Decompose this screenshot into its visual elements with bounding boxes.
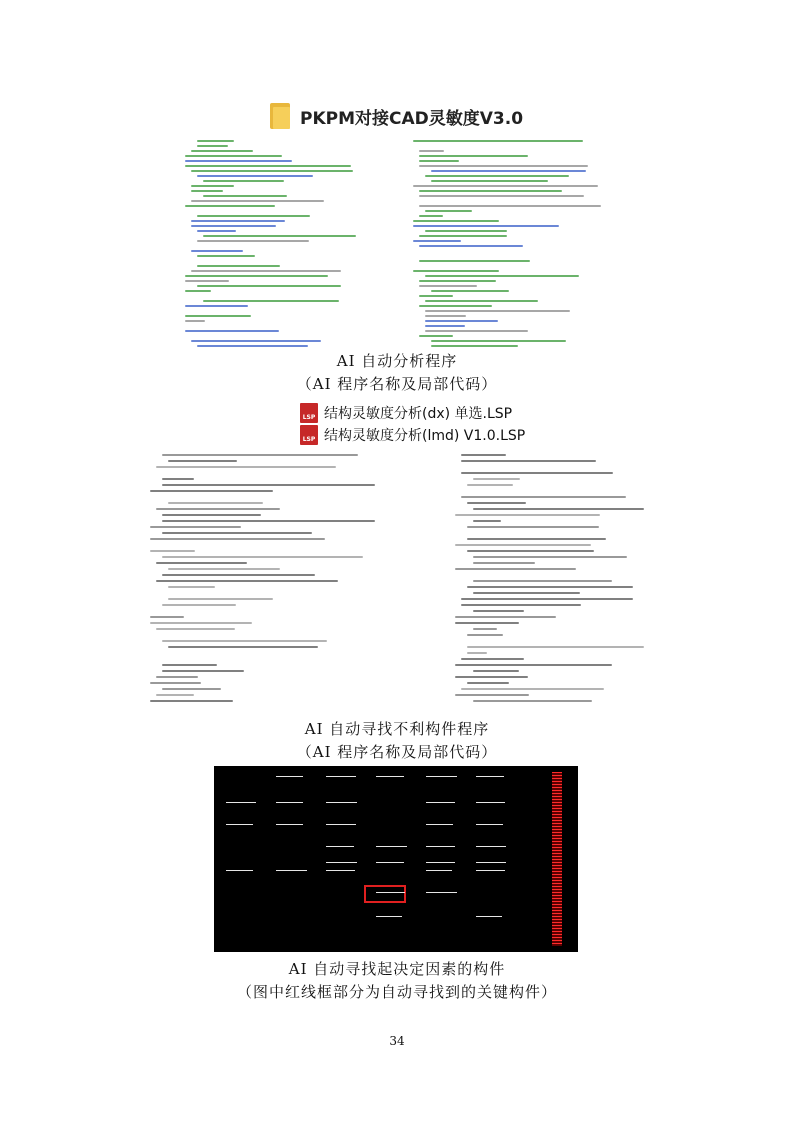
code-line	[467, 526, 599, 528]
code-line	[185, 280, 229, 282]
code-line	[455, 514, 600, 516]
cad-beam-line	[376, 916, 402, 917]
code-line	[461, 460, 596, 462]
code-line	[467, 550, 594, 552]
code-line	[431, 340, 566, 342]
code-line	[162, 688, 221, 690]
cad-beam-line	[276, 802, 303, 803]
cad-beam-line	[226, 824, 253, 825]
code-line	[425, 320, 498, 322]
code-line	[191, 190, 223, 192]
code-line	[425, 175, 569, 177]
cad-beam-line	[426, 802, 455, 803]
code-line	[156, 694, 194, 696]
folder-icon	[270, 103, 290, 129]
code-line	[425, 230, 507, 232]
code-line	[467, 682, 509, 684]
code-line	[156, 628, 235, 630]
code-line	[168, 460, 237, 462]
figure3-caption-title: AI 自动寻找起决定因素的构件	[288, 960, 506, 978]
code-line	[150, 622, 252, 624]
code-line	[419, 205, 601, 207]
cad-beam-line	[276, 824, 303, 825]
code-line	[431, 180, 548, 182]
code-line	[413, 220, 499, 222]
code-line	[150, 616, 184, 618]
code-line	[467, 634, 503, 636]
code-line	[419, 215, 443, 217]
code-line	[191, 170, 353, 172]
cad-beam-line	[326, 776, 356, 777]
code-line	[197, 230, 236, 232]
lsp-file-dx[interactable]	[300, 403, 512, 423]
cad-beam-line	[326, 846, 354, 847]
code-line	[461, 604, 581, 606]
code-line	[461, 472, 613, 474]
code-line	[162, 514, 261, 516]
code-line	[185, 330, 279, 332]
cad-beam-line	[476, 862, 506, 863]
cad-beam-line	[426, 870, 452, 871]
code-line	[197, 240, 309, 242]
code-line	[473, 592, 580, 594]
code-line	[185, 290, 211, 292]
code-line	[425, 325, 465, 327]
code-line	[473, 628, 497, 630]
code-line	[413, 270, 499, 272]
code-line	[473, 508, 644, 510]
cad-beam-line	[226, 802, 256, 803]
lsp-file-name: 结构灵敏度分析(dx) 单选.LSP	[324, 406, 513, 422]
figure2-caption-title: AI 自动寻找不利构件程序	[304, 720, 490, 738]
cad-beam-line	[276, 776, 303, 777]
code-line	[419, 165, 588, 167]
code-line	[191, 150, 253, 152]
code-line	[197, 285, 341, 287]
code-line	[150, 538, 325, 540]
code-line	[455, 568, 576, 570]
code-line	[419, 280, 496, 282]
code-line	[197, 265, 280, 267]
cad-beam-line	[426, 892, 457, 893]
figure3-caption-subtitle: （图中红线框部分为自动寻找到的关键构件）	[236, 983, 557, 1001]
code-line	[191, 340, 321, 342]
code-line	[431, 290, 509, 292]
code-screenshot-ai-analysis	[185, 138, 605, 348]
folder-name: PKPM对接CAD灵敏度V3.0	[300, 108, 524, 129]
code-line	[156, 508, 280, 510]
code-line	[461, 688, 604, 690]
folder-entry[interactable]	[270, 100, 523, 132]
code-line	[461, 454, 506, 456]
code-line	[162, 478, 194, 480]
code-line	[203, 300, 339, 302]
figure1-caption-subtitle: （AI 程序名称及局部代码）	[296, 375, 498, 393]
code-line	[162, 664, 217, 666]
code-line	[473, 562, 535, 564]
code-line	[197, 255, 255, 257]
code-line	[425, 275, 579, 277]
code-line	[455, 664, 612, 666]
code-line	[168, 586, 215, 588]
code-line	[467, 652, 487, 654]
code-line	[162, 556, 363, 558]
code-line	[455, 676, 528, 678]
code-line	[191, 250, 243, 252]
cad-beam-line	[376, 846, 407, 847]
code-line	[413, 240, 461, 242]
code-line	[425, 315, 466, 317]
code-line	[473, 556, 627, 558]
code-line	[473, 610, 524, 612]
code-line	[473, 670, 519, 672]
code-line	[425, 300, 538, 302]
cad-key-members-screenshot	[214, 766, 578, 952]
lsp-file-lmd[interactable]	[300, 425, 525, 445]
code-line	[185, 275, 328, 277]
lsp-file-icon: LSP	[300, 403, 318, 423]
cad-beam-line	[476, 802, 505, 803]
code-line	[413, 225, 559, 227]
cad-beam-line	[426, 862, 455, 863]
code-line	[203, 195, 287, 197]
code-line	[191, 200, 324, 202]
code-line	[419, 160, 459, 162]
code-line	[162, 520, 375, 522]
cad-beam-line	[226, 870, 253, 871]
cad-beam-line	[376, 862, 404, 863]
code-line	[162, 604, 236, 606]
code-line	[185, 165, 351, 167]
code-line	[197, 175, 313, 177]
lsp-file-name: 结构灵敏度分析(lmd) V1.0.LSP	[324, 428, 526, 444]
code-line	[467, 586, 633, 588]
cad-beam-line	[276, 870, 307, 871]
code-line	[467, 502, 526, 504]
code-line	[425, 210, 472, 212]
cad-red-hatch	[552, 772, 562, 946]
code-line	[156, 676, 198, 678]
code-line	[162, 574, 315, 576]
cad-beam-line	[476, 776, 504, 777]
code-line	[168, 646, 318, 648]
code-line	[156, 466, 336, 468]
code-line	[419, 245, 523, 247]
code-line	[431, 345, 518, 347]
code-line	[168, 502, 263, 504]
code-line	[419, 155, 528, 157]
code-line	[185, 205, 275, 207]
cad-beam-line	[376, 892, 405, 893]
code-line	[419, 295, 453, 297]
code-line	[191, 270, 341, 272]
code-line	[467, 538, 606, 540]
cad-beam-line	[426, 824, 453, 825]
code-line	[185, 315, 251, 317]
code-line	[425, 330, 528, 332]
code-screenshot-unfavorable-members	[150, 452, 646, 706]
code-line	[419, 260, 530, 262]
code-line	[461, 496, 626, 498]
key-member-highlight-box	[364, 885, 406, 903]
code-line	[191, 220, 285, 222]
code-line	[473, 700, 592, 702]
code-line	[419, 190, 562, 192]
code-line	[413, 140, 583, 142]
cad-beam-line	[326, 802, 357, 803]
code-line	[419, 150, 444, 152]
code-line	[461, 598, 633, 600]
code-line	[150, 526, 241, 528]
code-line	[168, 568, 280, 570]
code-line	[197, 140, 234, 142]
code-line	[185, 160, 292, 162]
cad-beam-line	[326, 870, 355, 871]
code-line	[185, 320, 205, 322]
cad-beam-line	[376, 776, 404, 777]
code-line	[162, 454, 358, 456]
code-line	[467, 646, 644, 648]
code-line	[425, 310, 570, 312]
code-line	[162, 670, 244, 672]
code-line	[150, 682, 201, 684]
figure2-caption-subtitle: （AI 程序名称及局部代码）	[296, 743, 498, 761]
cad-beam-line	[476, 916, 502, 917]
cad-beam-line	[476, 824, 503, 825]
code-line	[455, 544, 591, 546]
code-line	[191, 185, 234, 187]
code-line	[419, 305, 492, 307]
code-line	[419, 195, 584, 197]
code-line	[150, 550, 195, 552]
code-line	[473, 580, 612, 582]
code-line	[455, 622, 519, 624]
code-line	[455, 616, 556, 618]
code-line	[473, 520, 501, 522]
code-line	[461, 658, 524, 660]
code-line	[156, 562, 247, 564]
code-line	[150, 700, 233, 702]
cad-beam-line	[326, 862, 357, 863]
code-line	[185, 305, 248, 307]
code-line	[162, 532, 312, 534]
code-line	[413, 185, 598, 187]
code-line	[197, 345, 308, 347]
code-line	[203, 180, 284, 182]
cad-beam-line	[426, 776, 457, 777]
cad-beam-line	[476, 846, 506, 847]
code-line	[455, 694, 529, 696]
lsp-file-icon: LSP	[300, 425, 318, 445]
figure1-caption-title: AI 自动分析程序	[336, 352, 458, 370]
code-line	[150, 490, 273, 492]
code-line	[197, 215, 310, 217]
code-line	[473, 478, 520, 480]
code-line	[197, 145, 228, 147]
code-line	[203, 235, 356, 237]
code-line	[431, 170, 586, 172]
code-line	[162, 484, 375, 486]
cad-beam-line	[476, 870, 505, 871]
code-line	[419, 285, 477, 287]
cad-beam-line	[426, 846, 455, 847]
code-line	[156, 580, 338, 582]
code-line	[185, 155, 282, 157]
code-line	[191, 225, 276, 227]
code-line	[168, 598, 273, 600]
code-line	[162, 640, 327, 642]
cad-beam-line	[326, 824, 356, 825]
code-line	[419, 235, 507, 237]
page-number: 34	[389, 1034, 405, 1048]
code-line	[467, 484, 513, 486]
code-line	[419, 335, 453, 337]
